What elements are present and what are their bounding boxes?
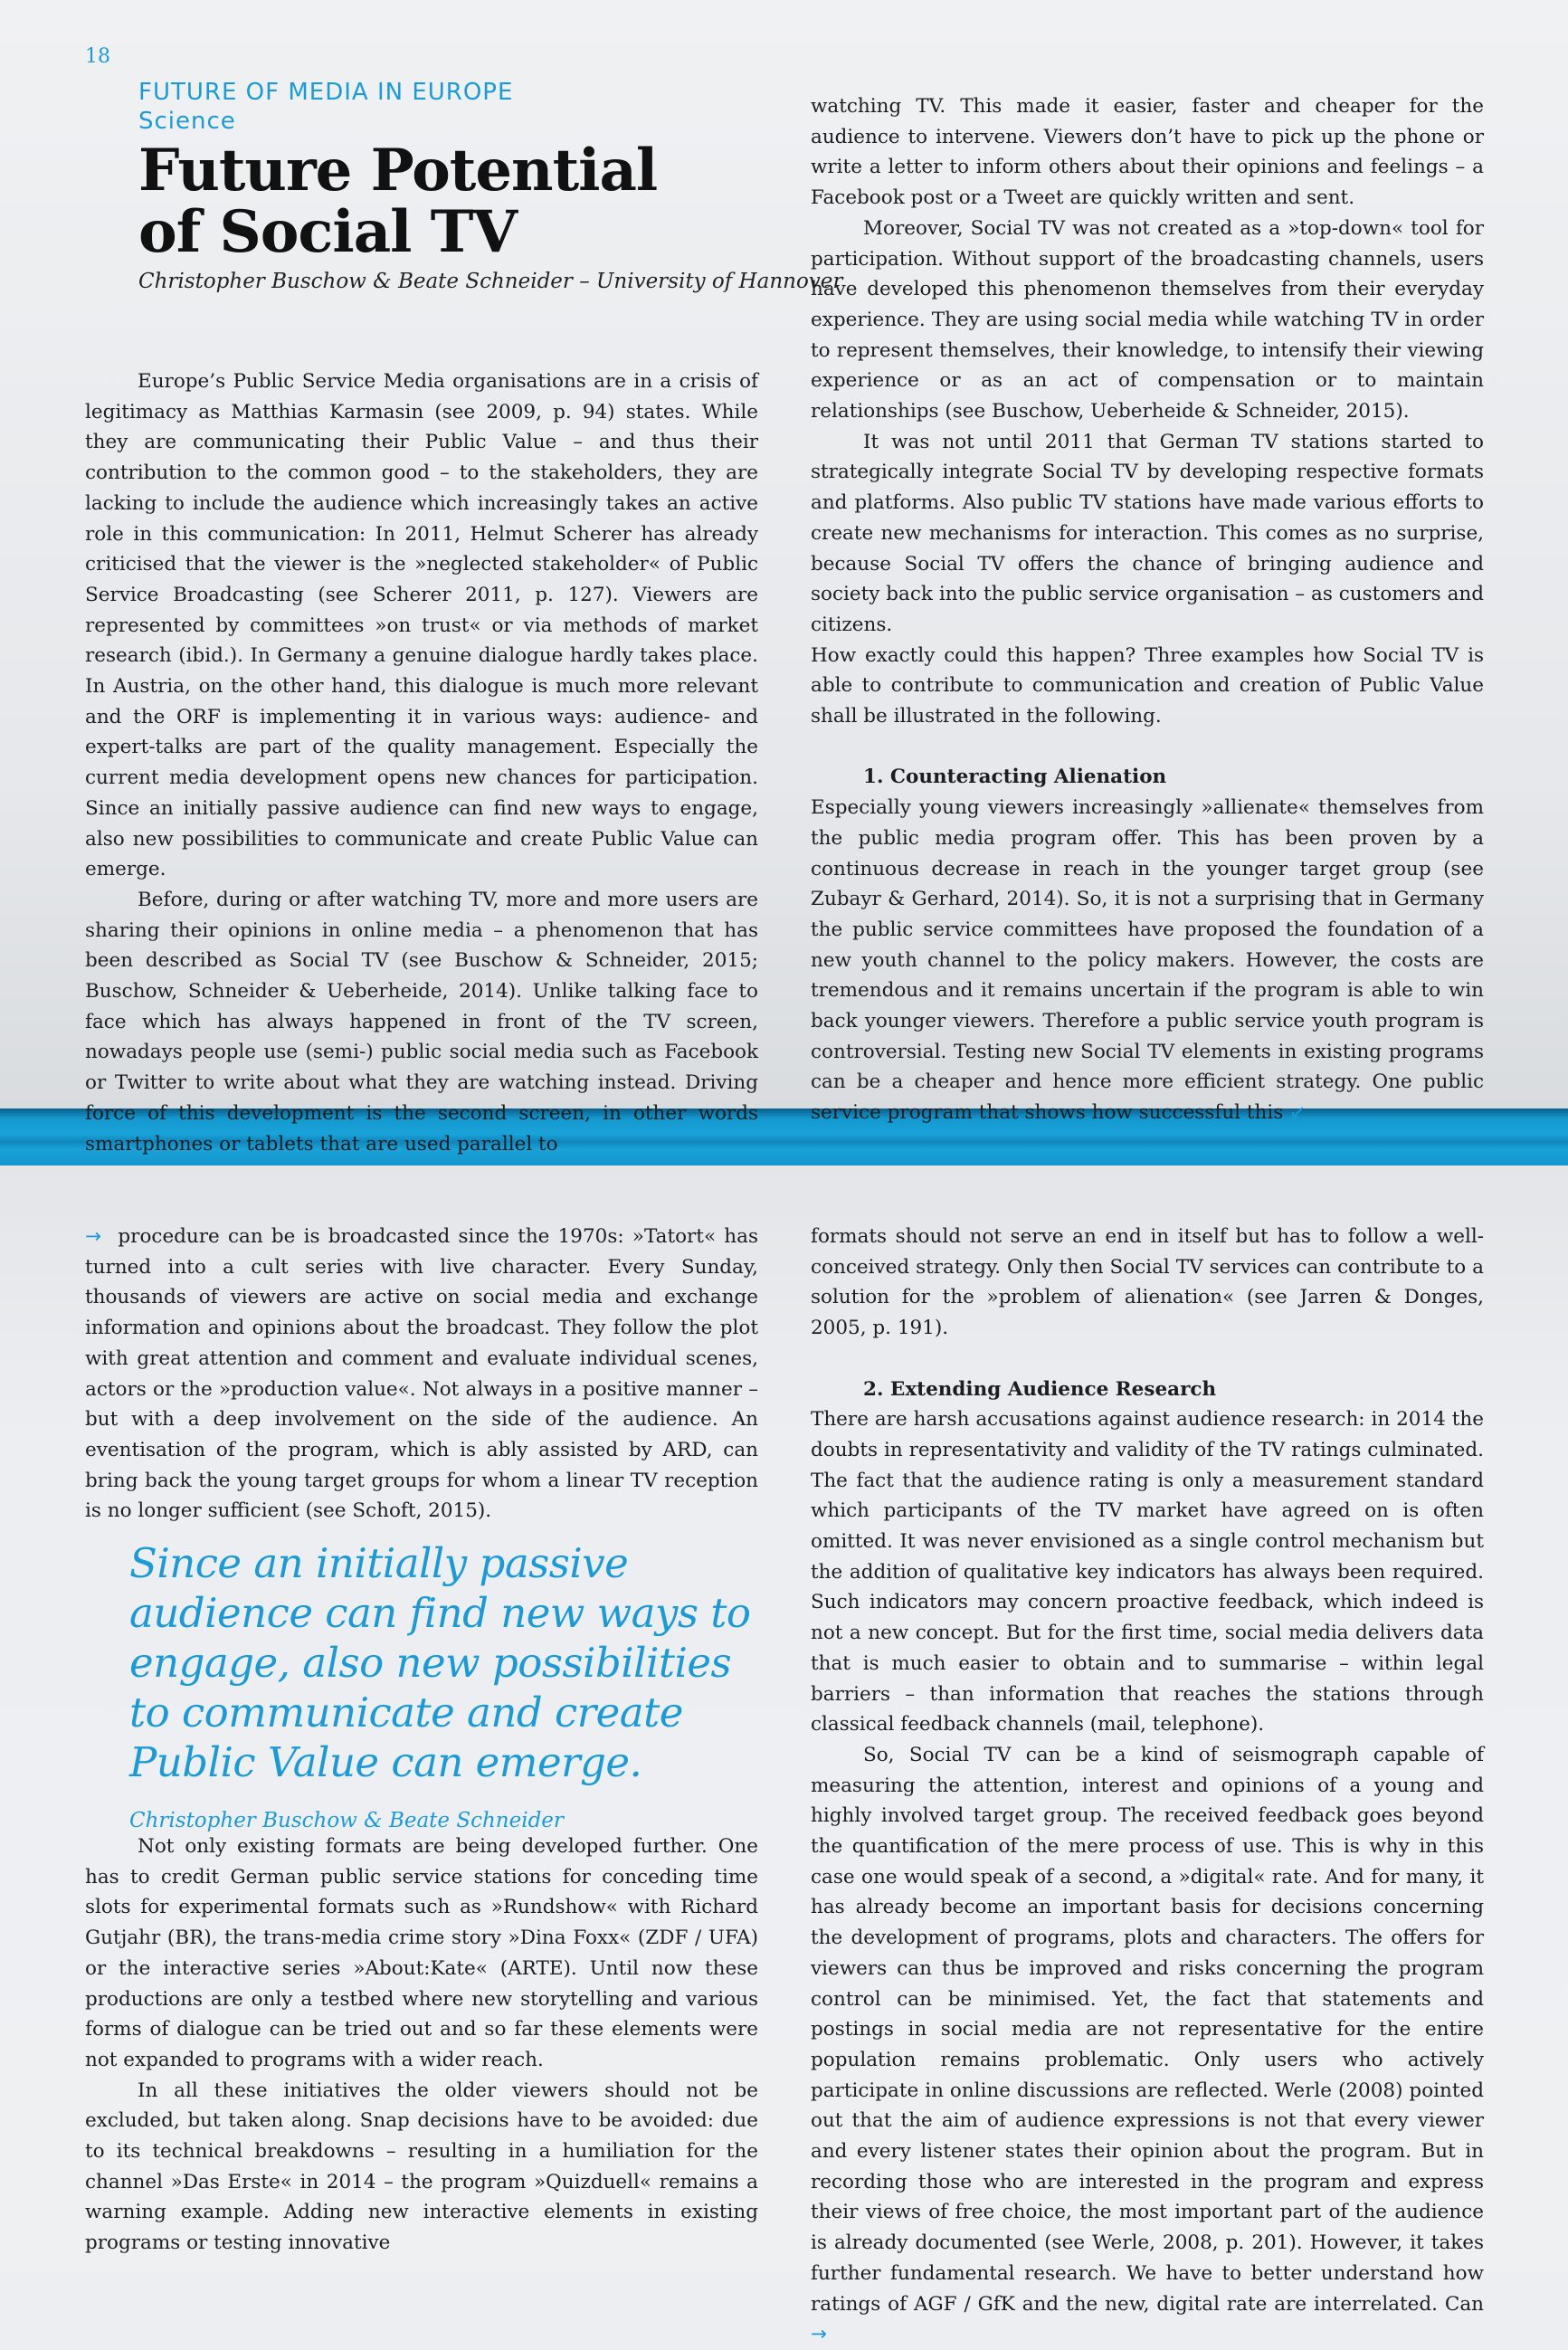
section-label — [138, 78, 513, 136]
column-bottom-left — [85, 1222, 758, 1527]
paragraph: How exactly could this happen? Three examples how Social TV is able to contribute to communication and creation of Public Value shall be illustrated in the following. — [811, 643, 1484, 728]
pull-quote-author: Christopher Buschow & Beate Schneider — [129, 1809, 564, 1832]
article-title-line2: of Social TV — [138, 198, 518, 266]
paragraph: formats should not serve an end in itself but has to follow a well-conceived strategy. Only then Social TV services can contribute to a solution for the »problem of alienation« (see Jarren & Donges, 2005, p. 191). — [811, 1225, 1484, 1340]
paragraph: It was not until 2011 that German TV stations started to strategically integrate Social TV by developing respective formats and platforms. Also public TV stations have made various efforts to create new mechanisms for interaction. This comes as no surprise, because Social TV offers the chance of bringing audience and society back into the public service organisation – as customers and citizens. — [811, 430, 1484, 636]
paragraph: watching TV. This made it easier, faster and cheaper for the audience to intervene. Viewers don’t have to pick up the phone or write a letter to inform others about their opinions and feelings – a Facebook post or a Tweet are quickly written and sent. — [811, 95, 1484, 210]
article-title — [138, 137, 681, 266]
article-title-line1: Future Potential — [138, 137, 658, 205]
byline: Christopher Buschow & Beate Schneider – University of Hannover — [138, 270, 843, 293]
column-bottom-left-continued — [85, 1831, 758, 2259]
section-heading: 1. Counteracting Alienation — [863, 766, 1167, 789]
column-top-left — [85, 366, 758, 1159]
paragraph-text: So, Social TV can be a kind of seismograph capable of measuring the attention, interest and opinions of a young and highly involved target group. The received feedback goes beyond the quantification of the mere process of use. This is why in this case one would speak of a second, a »digital« rate. And for many, it has already become an important basis for decisions concerning the development of programs, plots and characters. The offers for viewers can thus be improved and risks concerning the program control can be minimised. Yet, the fact that statements and postings in social media are not representative for the entire population remains problematic. Only users who actively participate in online discussions are reflected. Werle (2008) pointed out that the aim of audience expressions is not that every viewer and every listener states their opinion about the program. But in recording those who are interested in the program and express their views of free choice, the most important part of the audience is already documented (see Werle, 2008, p. 201). However, it takes further fundamental research. We have to better understand how ratings of AGF / GfK and the new, digital rate are interrelated. Can — [811, 1743, 1484, 2316]
continue-arrow-icon: ↙ — [1289, 1101, 1307, 1125]
paragraph: There are harsh accusations against audience research: in 2014 the doubts in representativity and validity of the TV ratings culminated. The fact that the audience rating is only a measurement standard which participants of the TV market have agreed on is often omitted. It was never envisioned as a single control mechanism but the addition of qualitative key indicators has always been required. Such indicators may concern proactive feedback, which indeed is not a new concept. But for the first time, social media delivers data that is much easier to obtain and to summarise – within legal barriers – than information that reaches the stations through classical feedback channels (mail, telephone). — [811, 1408, 1484, 1736]
section-heading: 2. Extending Audience Research — [863, 1377, 1217, 1401]
paragraph: Moreover, Social TV was not created as a »top-down« tool for participation. Without support of the broadcasting channels, users have developed this phenomenon themselves from their everyday experience. They are using social media while watching TV in order to represent themselves, their knowledge, to intensify their viewing experience or as an act of compensation or to maintain relationships (see Buschow, Ueberheide & Schneider, 2015). — [811, 216, 1484, 423]
paragraph — [811, 1740, 1484, 2350]
pull-quote — [129, 1538, 781, 1832]
page-number: 18 — [85, 45, 110, 68]
paragraph: Before, during or after watching TV, more and more users are sharing their opinions in online media – a phenomenon that has been described as Social TV (see Buschow & Schneider, 2015; Buschow, Schneider & Ueberheide, 2014). Unlike talking face to face which has always happened in front of the TV screen, nowadays people use (semi-) public social media such as Facebook or Twitter to write about what they are watching instead. Driving force of this development is the second screen, in other words smartphones or tablets that are used parallel to — [85, 888, 758, 1156]
section-label-line1: FUTURE OF MEDIA IN EUROPE — [138, 79, 514, 106]
pull-quote-text: Since an initially passive audience can find new ways to engage, also new possibilities to communicate and create Public Value can emerge. — [129, 1539, 751, 1786]
continued-arrow-icon: → — [85, 1225, 102, 1248]
column-bottom-right — [811, 1222, 1484, 2350]
paragraph — [811, 793, 1484, 1128]
paragraph: Not only existing formats are being developed further. One has to credit German public service stations for conceding time slots for experimental formats such as »Rundshow« with Richard Gutjahr (BR), the trans-media crime story »Dina Foxx« (ZDF / UFA) or the interactive series »About:Kate« (ARTE). Until now these productions are only a testbed where new storytelling and various forms of dialogue can be tried out and so far these elements were not expanded to programs with a wider reach. — [85, 1835, 758, 2071]
paragraph-text: Especially young viewers increasingly »allienate« themselves from the public media program offer. This has been proven by a continuous decrease in reach in the younger target group (see Zubayr & Gerhard, 2014). So, it is not a surprising that in Germany the public service committees have proposed the foundation of a new youth channel to the policy makers. However, the costs are tremendous and it remains uncertain if the program is able to win back younger viewers. Therefore a public service youth program is controversial. Testing new Social TV elements in existing programs can be a cheaper and hence more efficient strategy. One public service program that shows how successful this — [811, 796, 1484, 1125]
paragraph: Europe’s Public Service Media organisations are in a crisis of legitimacy as Matthias Karmasin (see 2009, p. 94) states. While they are communicating their Public Value – and thus their contribution to the common good – to the stakeholders, they are lacking to include the audience which increasingly takes an active role in this communication: In 2011, Helmut Scherer has already criticised that the viewer is the »neglected stakeholder« of Public Service Broadcasting (see Scherer 2011, p. 127). Viewers are represented by committees »on trust« or via methods of market research (ibid.). In Germany a genuine dialogue hardly takes place. In Austria, on the other hand, this dialogue is much more relevant and the ORF is implementing it in various ways: audience- and expert-talks are part of the quality management. Especially the current media development opens new chances for participation. Since an initially passive audience can find new ways to engage, also new possibilities to communicate and create Public Value can emerge. — [85, 370, 758, 881]
paragraph-text: procedure can be is broadcasted since the 1970s: »Tatort« has turned into a cult series with live character. Every Sunday, thousands of viewers are active on social media and exchange information and opinions about the broadcast. They follow the plot with great attention and comment and evaluate individual scenes, actors or the »production value«. Not always in a positive manner – but with a deep involvement on the side of the audience. An eventisation of the program, which is ably assisted by ARD, can bring back the young target groups for whom a linear TV reception is no longer sufficient (see Schoft, 2015). — [85, 1225, 758, 1523]
section-label-line2: Science — [138, 108, 236, 135]
paragraph — [85, 1222, 758, 1527]
continue-arrow-icon: → — [811, 2323, 828, 2346]
column-top-right — [811, 91, 1484, 1128]
paragraph: In all these initiatives the older viewers should not be excluded, but taken along. Snap decisions have to be avoided: due to its technical breakdowns – resulting in a humiliation for the channel »Das Erste« in 2014 – the program »Quizduell« remains a warning example. Adding new interactive elements in existing programs or testing innovative — [85, 2079, 758, 2255]
